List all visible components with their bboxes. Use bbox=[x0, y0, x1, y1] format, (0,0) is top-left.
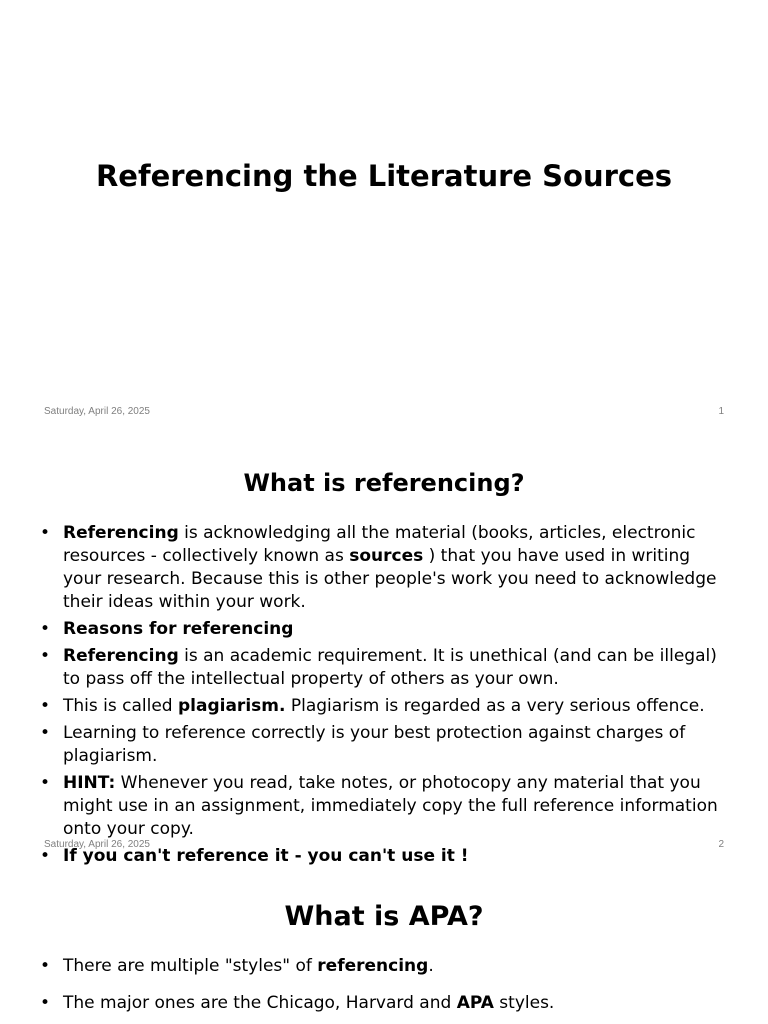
list-item: • There are multiple "styles" of referencing. bbox=[40, 956, 434, 976]
list-item: • Reasons for referencing bbox=[40, 619, 294, 639]
slide-title: Referencing the Literature Sources bbox=[95, 159, 673, 193]
bullet-icon: • bbox=[40, 773, 51, 793]
bullet-icon: • bbox=[40, 646, 51, 666]
list-item: • This is called plagiarism. Plagiarism is regarded as a very serious offence. bbox=[40, 696, 705, 716]
bullet-icon: • bbox=[40, 846, 51, 866]
slide-footer-date: Saturday, April 26, 2025 bbox=[44, 406, 150, 417]
bullet-list bbox=[40, 955, 730, 1019]
slide-page-number: 1 bbox=[718, 406, 724, 417]
slide-page-number: 2 bbox=[718, 839, 724, 850]
bullet-icon: • bbox=[40, 723, 51, 743]
list-item: • HINT: Whenever you read, take notes, or photocopy any material that you might use in an assignment, immediately copy the full reference information onto your copy. bbox=[40, 773, 718, 839]
list-item: • Learning to reference correctly is your best protection against charges of plagiarism. bbox=[40, 723, 686, 766]
list-item: • The major ones are the Chicago, Harvard and APA styles. bbox=[40, 993, 555, 1013]
bullet-icon: • bbox=[40, 523, 51, 543]
slide-footer-date: Saturday, April 26, 2025 bbox=[44, 839, 150, 850]
bullet-icon: • bbox=[40, 696, 51, 716]
slide-title: What is referencing? bbox=[243, 469, 525, 497]
list-item: • Referencing is acknowledging all the material (books, articles, electronic resources - collectively known as sources ) that you have used in writing your research. Because this is other people's work you need to acknowledge their ideas within your work. bbox=[40, 523, 717, 612]
list-item: • If you can't reference it - you can't use it ! bbox=[40, 846, 469, 866]
list-item: • Referencing is an academic requirement. It is unethical (and can be illegal) to pass off the intellectual property of others as your own. bbox=[40, 646, 717, 689]
slide-title: What is APA? bbox=[284, 901, 484, 932]
bullet-icon: • bbox=[40, 993, 51, 1013]
bullet-icon: • bbox=[40, 956, 51, 976]
bullet-icon: • bbox=[40, 619, 51, 639]
